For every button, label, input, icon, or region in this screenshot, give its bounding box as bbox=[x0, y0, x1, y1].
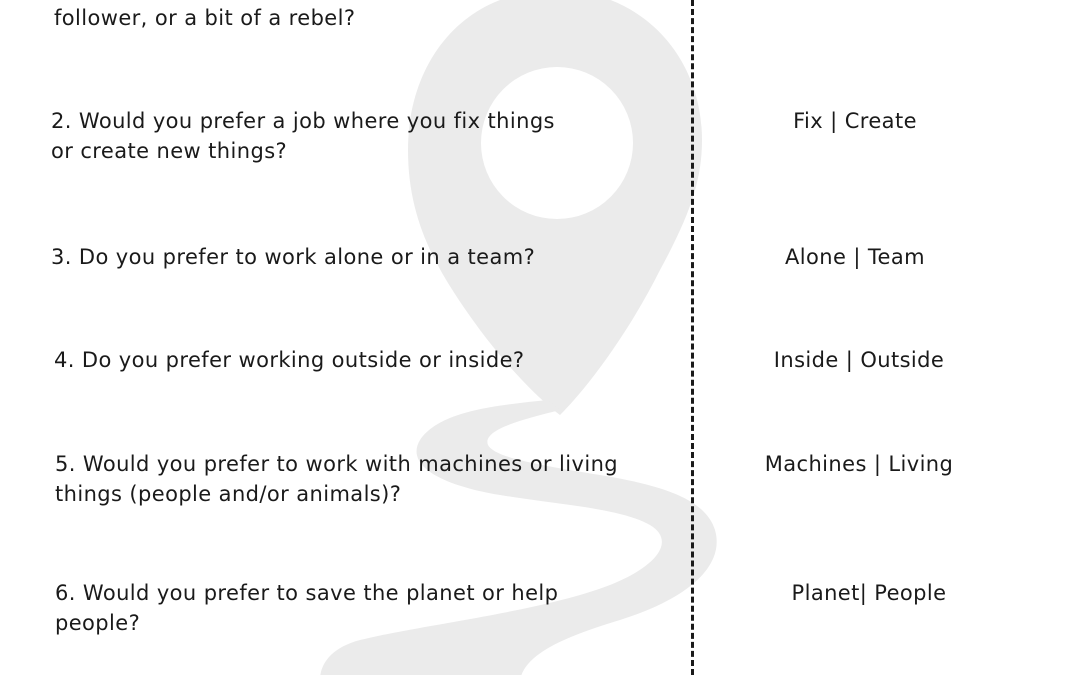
answer-options-3[interactable]: Alone | Team bbox=[784, 245, 925, 269]
question-line: things (people and/or animals)? bbox=[55, 482, 402, 506]
question-4-text bbox=[54, 345, 524, 375]
question-line: 2. Would you prefer a job where you fix things bbox=[51, 109, 555, 133]
dashed-divider bbox=[691, 0, 694, 675]
answer-options-4[interactable]: Inside | Outside bbox=[773, 348, 945, 372]
answer-options-6[interactable]: Planet| People bbox=[791, 581, 947, 605]
question-2-text bbox=[51, 106, 555, 166]
question-line: people? bbox=[55, 611, 141, 635]
question-3-text bbox=[51, 242, 535, 272]
question-line: 3. Do you prefer to work alone or in a team? bbox=[51, 245, 536, 269]
question-line: 4. Do you prefer working outside or inside? bbox=[54, 348, 525, 372]
question-line: 6. Would you prefer to save the planet or help bbox=[55, 581, 559, 605]
question-1-text bbox=[54, 3, 355, 33]
question-line: 5. Would you prefer to work with machines or living bbox=[55, 452, 619, 476]
question-6-text bbox=[55, 578, 558, 638]
question-5-text bbox=[55, 449, 618, 509]
question-line: follower, or a bit of a rebel? bbox=[54, 6, 356, 30]
answer-options-5[interactable]: Machines | Living bbox=[764, 452, 954, 476]
question-line: or create new things? bbox=[51, 139, 288, 163]
answer-options-2[interactable]: Fix | Create bbox=[793, 109, 917, 133]
